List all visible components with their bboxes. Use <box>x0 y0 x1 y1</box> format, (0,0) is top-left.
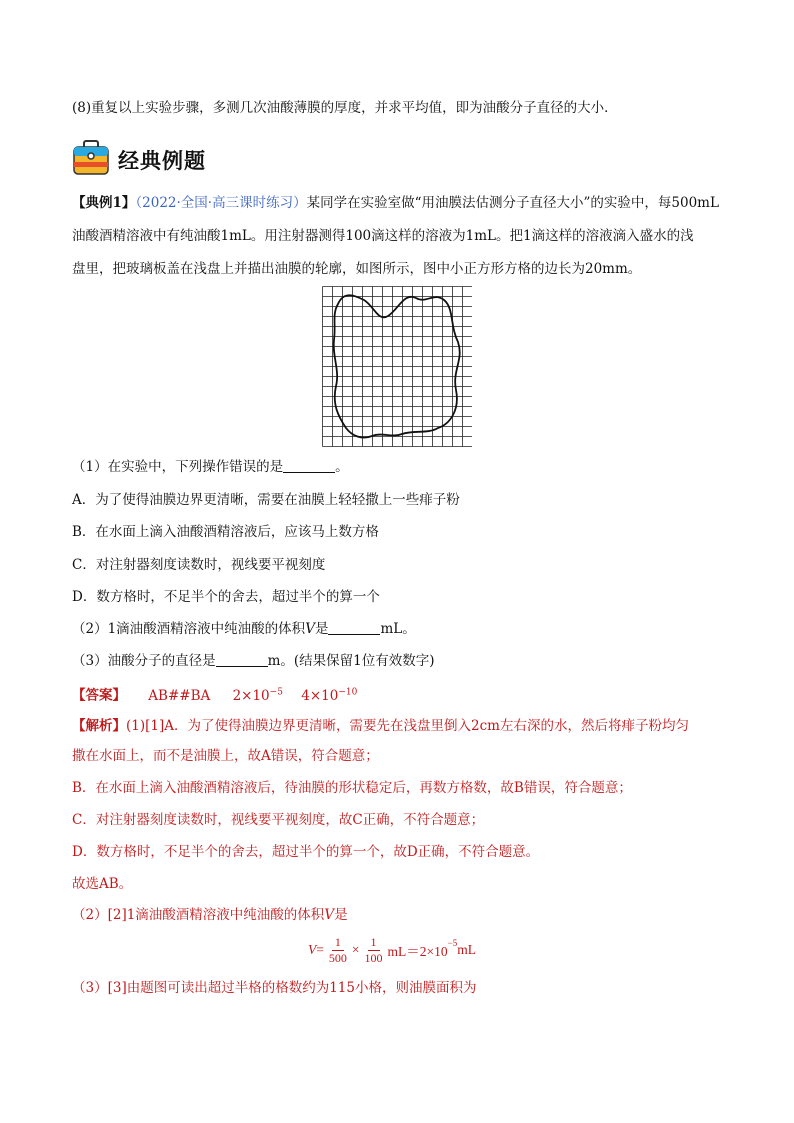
volume-variable-2: V <box>324 907 335 923</box>
step-8-text: (8)重复以上实验步骤，多测几次油酸薄膜的厚度，并求平均值，即为油酸分子直径的大小． <box>72 100 618 116</box>
example-source: （2022·全国·高三课时练习） <box>135 195 307 211</box>
analysis-line-5: D．数方格时，不足半个的舍去，超过半个的算一个，故D正确，不符合题意。 <box>72 844 540 860</box>
question-2-mid: 是 <box>314 621 329 637</box>
answer-blank-2 <box>328 620 380 635</box>
answer-label: 【答案】 <box>72 687 126 704</box>
answer-3-exponent: −10 <box>338 687 358 697</box>
example-line-2: 油酸酒精溶液中有纯油酸1mL。用注射器测得100滴这样的溶液为1mL。把1滴这样的溶液滴入盛水的浅 <box>72 228 694 244</box>
analysis-line-3: B．在水面上滴入油酸酒精溶液后，待油膜的形状稳定后，再数方格数，故B错误，符合题意； <box>72 780 632 796</box>
answer-1: AB##BA <box>148 687 211 704</box>
option-d: D．数方格时，不足半个的舍去，超过半个的算一个 <box>72 589 380 605</box>
analysis-line-7 <box>72 905 348 925</box>
formula-exponent: −5 <box>447 938 458 948</box>
example-line-3: 盘里，把玻璃板盖在浅盘上并描出油膜的轮廓，如图所示，图中小正方形方格的边长为20mm。 <box>72 261 642 277</box>
section-header <box>72 140 206 180</box>
option-c: C．对注射器刻度读数时，视线要平视刻度 <box>72 557 326 573</box>
answer-line <box>72 682 357 706</box>
analysis-line-8: （3）[3]由题图可读出超过半格的格数约为115小格，则油膜面积为 <box>72 980 477 996</box>
question-1 <box>72 457 349 477</box>
oil-film-grid-figure <box>322 286 472 452</box>
analysis-text-7: （2）[2]1滴油酸酒精溶液中纯油酸的体积 <box>72 907 325 923</box>
answer-3: 4×10 <box>301 687 339 704</box>
question-2-text: （2）1滴油酸酒精溶液中纯油酸的体积 <box>72 621 306 637</box>
volume-variable: V <box>305 621 315 637</box>
analysis-text-7-end: 是 <box>334 907 348 923</box>
formula-equals: = <box>316 942 324 957</box>
analysis-line-4: C．对注射器刻度读数时，视线要平视刻度，故C正确，不符合题意； <box>72 812 485 828</box>
fraction-2-denominator: 100 <box>364 950 383 965</box>
analysis-label: 【解析】 <box>72 718 126 734</box>
formula-unit: mL <box>457 942 476 957</box>
analysis-line-6: 故选AB。 <box>72 876 133 892</box>
fraction-1 <box>326 935 350 966</box>
question-1-end: 。 <box>335 459 349 475</box>
question-2 <box>72 619 416 639</box>
example-text-1: 某同学在实验室做“用油膜法估测分子直径大小”的实验中，每500mL <box>306 195 719 211</box>
analysis-line-1 <box>72 716 689 736</box>
example-line-1 <box>72 193 719 213</box>
fraction-2 <box>362 935 386 966</box>
example-label: 【典例1】 <box>72 195 136 211</box>
volume-formula <box>308 928 476 972</box>
briefcase-icon <box>72 140 112 180</box>
fraction-2-numerator: 1 <box>368 935 380 951</box>
option-b: B．在水面上滴入油酸酒精溶液后，应该马上数方格 <box>72 524 379 540</box>
formula-times: × <box>351 942 360 957</box>
question-2-end: mL。 <box>380 621 416 637</box>
question-3-text: （3）油酸分子的直径是 <box>72 653 216 669</box>
formula-lhs: V <box>308 942 317 957</box>
fraction-1-numerator: 1 <box>332 935 344 951</box>
answer-2-exponent: −5 <box>269 687 283 697</box>
answer-2: 2×10 <box>232 687 270 704</box>
option-a: A．为了使得油膜边界更清晰，需要在油膜上轻轻撒上一些痱子粉 <box>72 492 460 508</box>
answer-blank-1 <box>283 458 335 473</box>
section-title: 经典例题 <box>118 149 206 173</box>
answer-blank-3 <box>216 652 268 667</box>
fraction-1-denominator: 500 <box>328 950 347 965</box>
analysis-text-1: (1)[1]A．为了使得油膜边界更清晰，需要先在浅盘里倒入2cm左右深的水，然后将痱子粉均匀 <box>126 718 689 734</box>
question-3 <box>72 651 435 671</box>
formula-result: mL＝2×10 <box>387 944 448 959</box>
question-3-end: m。(结果保留1位有效数字) <box>267 653 435 669</box>
analysis-line-2: 撒在水面上，而不是油膜上，故A错误，符合题意； <box>72 748 379 764</box>
question-1-text: （1）在实验中，下列操作错误的是 <box>72 459 284 475</box>
